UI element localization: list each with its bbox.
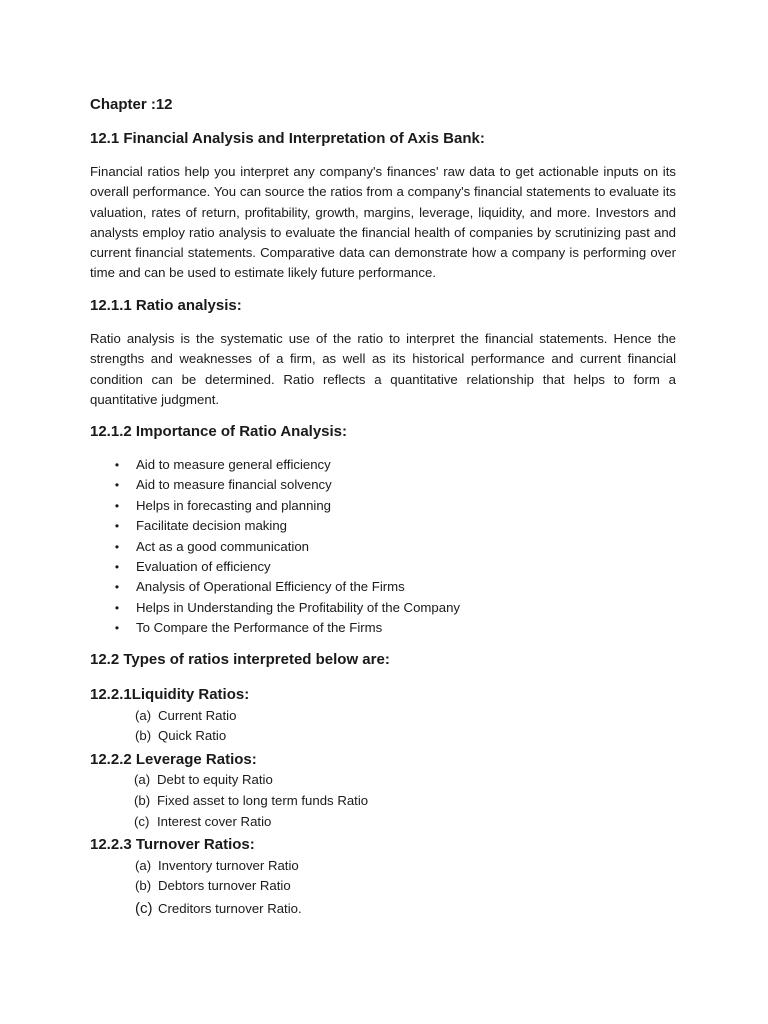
list-item	[135, 900, 302, 917]
bullet-icon: •	[114, 580, 120, 595]
list-item	[135, 708, 236, 723]
list-item	[135, 728, 226, 743]
list-item-text: Aid to measure general efficiency	[136, 457, 331, 472]
bullet-icon: •	[114, 621, 120, 636]
section-12-1-2-heading: 12.1.2 Importance of Ratio Analysis:	[90, 423, 348, 440]
list-item-text: Aid to measure financial solvency	[136, 477, 332, 493]
list-marker: (a)	[135, 708, 152, 723]
list-item	[134, 814, 271, 829]
section-12-2-3-heading: 12.2.3 Turnover Ratios:	[90, 836, 255, 853]
list-item-text: Current Ratio	[158, 708, 237, 723]
list-item-text: Fixed asset to long term funds Ratio	[157, 793, 369, 808]
bullet-icon: •	[114, 600, 120, 615]
list-item-text: Creditors turnover Ratio.	[158, 901, 302, 916]
list-item	[135, 878, 291, 893]
section-12-2-heading: 12.2 Types of ratios interpreted below are:	[90, 651, 390, 668]
bullet-icon: •	[114, 498, 120, 513]
list-item-text: Helps in forecasting and planning	[136, 497, 332, 513]
list-marker: (c)	[134, 814, 150, 829]
list-item-text: Evaluation of efficiency	[136, 558, 271, 574]
list-item	[134, 772, 273, 787]
section-12-1-1-heading: 12.1.1 Ratio analysis:	[90, 297, 242, 314]
list-marker: (b)	[134, 793, 151, 808]
section-12-1-paragraph: Financial ratios help you interpret any company's finances' raw data to get actionable inputs on its overall performance. You can source the ratios from a company's financial statements to evaluate its valuation, rates of return, profitability, growth, margins, leverage, liquidity, and more. Investors and analysts employ ratio analysis to evaluate the financial health of companies by scrutinizing past and current financial statements. Comparative data can demonstrate how a company is performing over time and can be used to estimate likely future performance.	[90, 164, 676, 281]
list-item-text: Debtors turnover Ratio	[158, 878, 291, 893]
list-item-text: To Compare the Performance of the Firms	[136, 620, 383, 636]
list-item-text: Analysis of Operational Efficiency of the Firms	[136, 579, 405, 595]
chapter-title: Chapter :12	[90, 96, 173, 113]
list-marker: (a)	[134, 772, 151, 787]
list-item-text: Act as a good communication	[136, 538, 309, 554]
list-item-text: Facilitate decision making	[136, 518, 287, 534]
section-12-2-1-heading: 12.2.1Liquidity Ratios:	[90, 686, 250, 703]
list-item-text: Helps in Understanding the Profitability of the Company	[136, 599, 461, 615]
section-12-2-2-heading: 12.2.2 Leverage Ratios:	[90, 751, 257, 768]
bullet-icon: •	[114, 478, 120, 493]
list-item-text: Debt to equity Ratio	[157, 772, 273, 787]
list-item-text: Inventory turnover Ratio	[158, 858, 299, 873]
bullet-icon: •	[114, 458, 120, 472]
list-item	[134, 793, 368, 808]
bullet-icon: •	[114, 559, 120, 574]
section-12-1-1-paragraph: Ratio analysis is the systematic use of the ratio to interpret the financial statements. Hence the strengths and weaknesses of a firm, as well as its historical performance and current financial condition can be determined. Ratio reflects a quantitative relationship that helps to form a quantitative judgment.	[90, 331, 676, 407]
bullet-icon: •	[114, 539, 120, 554]
list-marker: (c)	[135, 900, 153, 917]
list-marker: (b)	[135, 728, 152, 743]
bullet-icon: •	[114, 519, 120, 534]
list-item-text: Interest cover Ratio	[157, 814, 272, 829]
list-item	[135, 858, 299, 873]
list-marker: (a)	[135, 858, 152, 873]
section-12-1-heading: 12.1 Financial Analysis and Interpretation of Axis Bank:	[90, 130, 485, 147]
list-marker: (b)	[135, 878, 152, 893]
list-item-text: Quick Ratio	[158, 728, 227, 743]
